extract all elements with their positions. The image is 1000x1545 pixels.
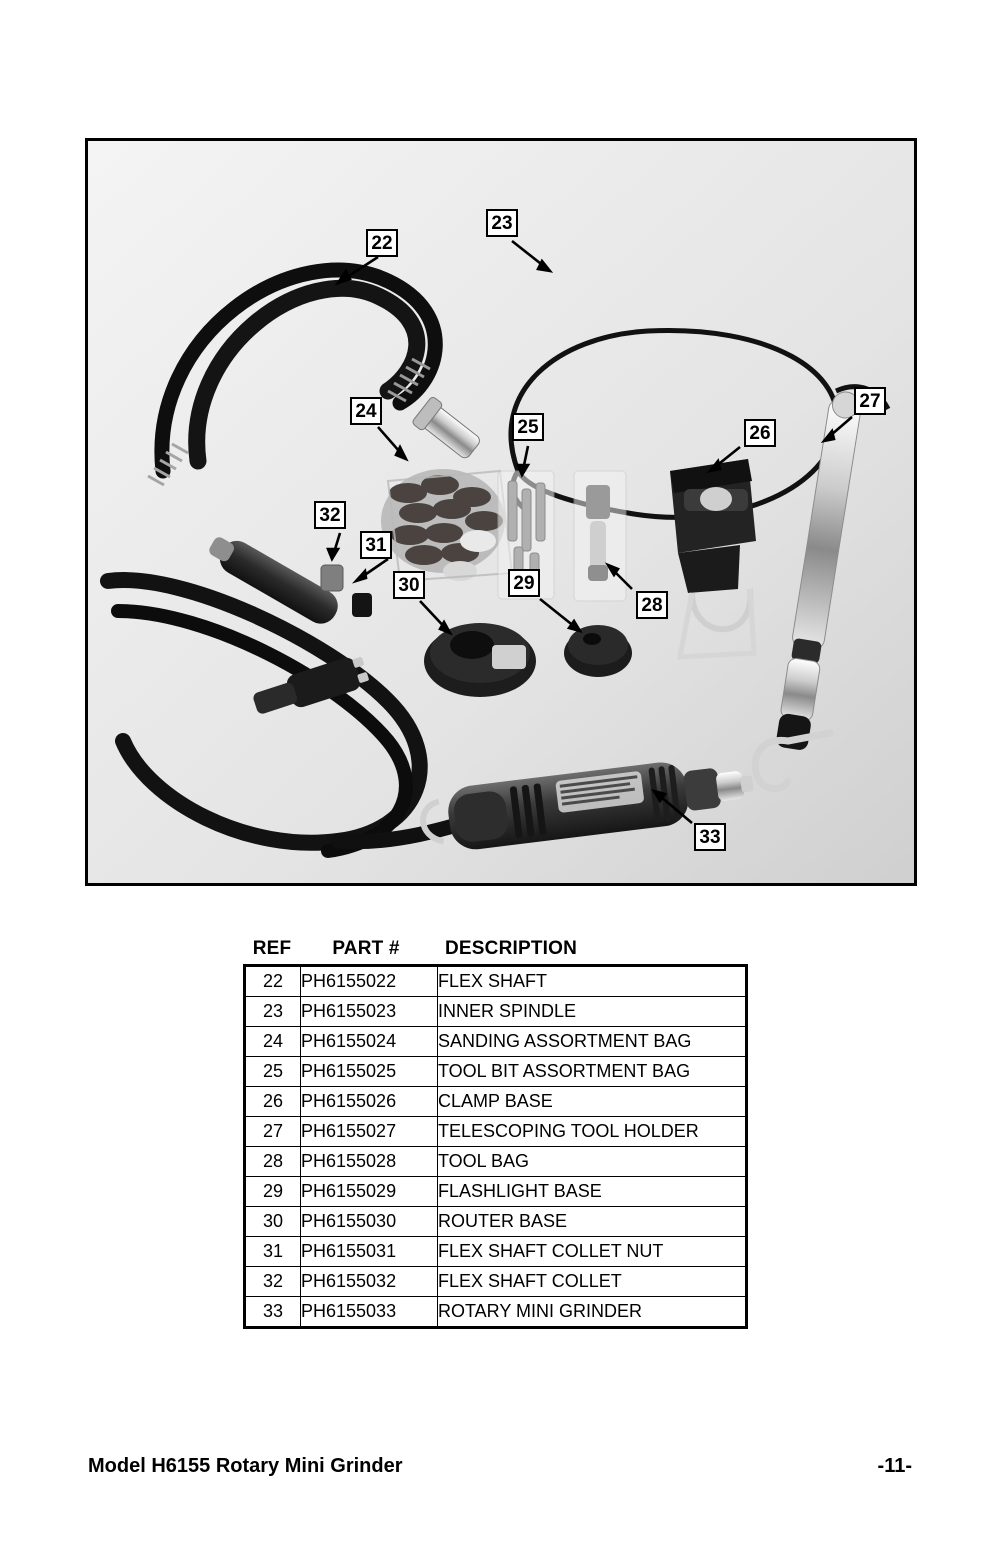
cell-part: PH6155031 [301, 1237, 438, 1267]
callout-32: 32 [314, 501, 346, 529]
callout-leaders [88, 141, 917, 886]
cell-ref: 33 [245, 1297, 301, 1328]
cell-part: PH6155032 [301, 1267, 438, 1297]
cell-ref: 30 [245, 1207, 301, 1237]
parts-photo [88, 141, 914, 883]
table-row [245, 966, 747, 997]
cell-part: PH6155023 [301, 997, 438, 1027]
callout-27: 27 [854, 387, 886, 415]
cell-part: PH6155022 [301, 966, 438, 997]
callout-33: 33 [694, 823, 726, 851]
parts-diagram-panel [85, 138, 917, 886]
table-row [245, 1267, 747, 1297]
callout-24: 24 [350, 397, 382, 425]
cell-description: FLASHLIGHT BASE [438, 1177, 747, 1207]
cell-description: ROUTER BASE [438, 1207, 747, 1237]
cell-description: SANDING ASSORTMENT BAG [438, 1027, 747, 1057]
table-row [245, 1117, 747, 1147]
cell-part: PH6155030 [301, 1207, 438, 1237]
callout-23: 23 [486, 209, 518, 237]
cell-description: TELESCOPING TOOL HOLDER [438, 1117, 747, 1147]
page-footer [88, 1455, 912, 1478]
table-row [245, 1147, 747, 1177]
table-row [245, 1027, 747, 1057]
cell-part: PH6155025 [301, 1057, 438, 1087]
cell-description: TOOL BAG [438, 1147, 747, 1177]
header-ref: REF [252, 938, 292, 959]
table-row [245, 1057, 747, 1087]
cell-part: PH6155028 [301, 1147, 438, 1177]
callout-25: 25 [512, 413, 544, 441]
footer-page-number: -11- [877, 1455, 912, 1477]
cell-ref: 32 [245, 1267, 301, 1297]
cell-ref: 27 [245, 1117, 301, 1147]
header-part: PART # [332, 938, 400, 959]
cell-description: FLEX SHAFT COLLET [438, 1267, 747, 1297]
cell-description: TOOL BIT ASSORTMENT BAG [438, 1057, 747, 1087]
cell-part: PH6155024 [301, 1027, 438, 1057]
footer-model-text: Model H6155 Rotary Mini Grinder [88, 1455, 403, 1477]
callout-22: 22 [366, 229, 398, 257]
parts-table [243, 964, 748, 1329]
cell-description: ROTARY MINI GRINDER [438, 1297, 747, 1328]
callout-29: 29 [508, 569, 540, 597]
cell-description: FLEX SHAFT [438, 966, 747, 997]
cell-ref: 22 [245, 966, 301, 997]
table-row [245, 1237, 747, 1267]
cell-ref: 28 [245, 1147, 301, 1177]
cell-ref: 24 [245, 1027, 301, 1057]
table-row [245, 1177, 747, 1207]
cell-part: PH6155027 [301, 1117, 438, 1147]
cell-ref: 31 [245, 1237, 301, 1267]
cell-description: INNER SPINDLE [438, 997, 747, 1027]
callout-26: 26 [744, 419, 776, 447]
table-row [245, 997, 747, 1027]
cell-description: FLEX SHAFT COLLET NUT [438, 1237, 747, 1267]
table-row [245, 1207, 747, 1237]
cell-ref: 26 [245, 1087, 301, 1117]
cell-ref: 29 [245, 1177, 301, 1207]
table-row [245, 1087, 747, 1117]
table-row [245, 1297, 747, 1328]
cell-description: CLAMP BASE [438, 1087, 747, 1117]
callout-31: 31 [360, 531, 392, 559]
cell-part: PH6155026 [301, 1087, 438, 1117]
callout-28: 28 [636, 591, 668, 619]
cell-part: PH6155029 [301, 1177, 438, 1207]
cell-part: PH6155033 [301, 1297, 438, 1328]
parts-table-header [243, 938, 748, 964]
parts-list [243, 938, 748, 1329]
cell-ref: 25 [245, 1057, 301, 1087]
callout-30: 30 [393, 571, 425, 599]
cell-ref: 23 [245, 997, 301, 1027]
header-description: DESCRIPTION [445, 938, 578, 959]
